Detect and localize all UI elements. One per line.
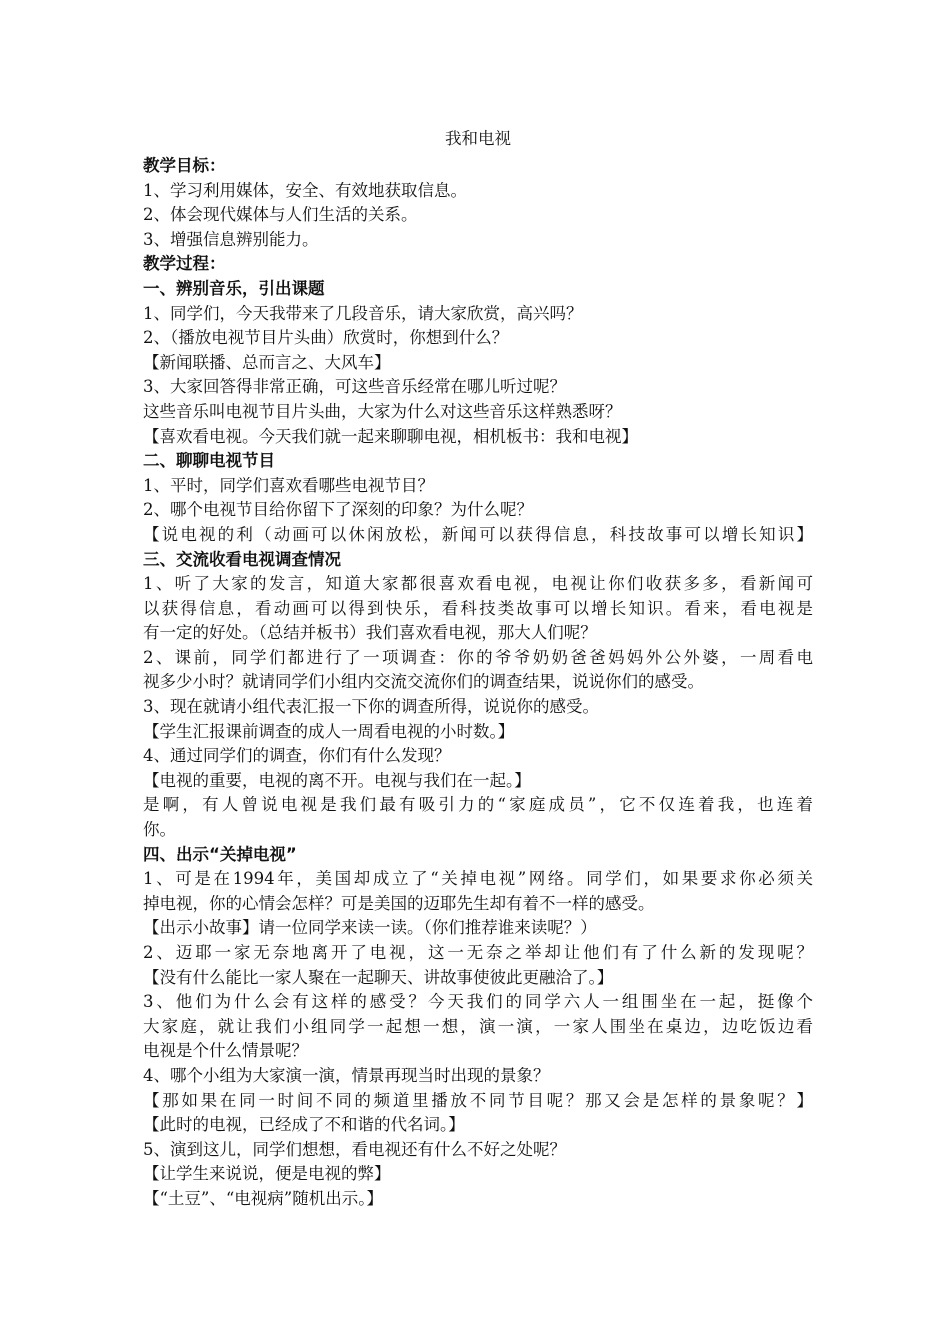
- text-line: 【那如果在同一时间不同的频道里播放不同节目呢？那又会是怎样的景象呢？】: [143, 1090, 813, 1110]
- text-line: 掉电视，你的心情会怎样？可是美国的迈耶先生却有着不一样的感受。: [143, 893, 655, 913]
- text-line: 1、听了大家的发言，知道大家都很喜欢看电视，电视让你们收获多多，看新闻可: [143, 574, 813, 594]
- text-line: 这些音乐叫电视节目片头曲，大家为什么对这些音乐这样熟悉呀？: [143, 401, 622, 421]
- text-line: 3、他们为什么会有这样的感受？今天我们的同学六人一组围坐在一起，挺像个: [143, 992, 813, 1012]
- text-line: 1、同学们，今天我带来了几段音乐，请大家欣赏，高兴吗？: [143, 303, 583, 323]
- section-heading: 教学过程：: [143, 254, 226, 274]
- text-line: 【此时的电视，已经成了不和谐的代名词。】: [143, 1115, 465, 1135]
- text-line: 电视是个什么情景呢？: [143, 1041, 308, 1061]
- text-line: 3、增强信息辨别能力。: [143, 229, 319, 249]
- text-line: 【新闻联播、总而言之、大风车】: [143, 352, 391, 372]
- section-heading: 一、辨别音乐，引出课题: [143, 278, 325, 298]
- section-heading: 二、聊聊电视节目: [143, 451, 275, 471]
- text-line: 3、现在就请小组代表汇报一下你的调查所得，说说你的感受。: [143, 697, 599, 717]
- text-line: 5、演到这儿，同学们想想，看电视还有什么不好之处呢？: [143, 1139, 566, 1159]
- text-line: 以获得信息，看动画可以得到快乐，看科技类故事可以增长知识。看来，看电视是: [143, 598, 813, 618]
- text-line: 2、迈耶一家无奈地离开了电视，这一无奈之举却让他们有了什么新的发现呢？: [143, 943, 813, 962]
- text-line: 2、哪个电视节目给你留下了深刻的印象？为什么呢？: [143, 500, 533, 520]
- text-line: 【让学生来说说，便是电视的弊】: [143, 1164, 391, 1184]
- text-line: 【出示小故事】请一位同学来读一读。（你们推荐谁来读呢？）: [143, 918, 597, 938]
- text-line: 1、可是在1994年，美国却成立了“关掉电视”网络。同学们，如果要求你必须关: [143, 869, 813, 889]
- document-body: [143, 123, 813, 1212]
- text-line: 2、课前，同学们都进行了一项调查：你的爷爷奶奶爸爸妈妈外公外婆，一周看电: [143, 647, 813, 667]
- text-line: 【说电视的利（动画可以休闲放松，新闻可以获得信息，科技故事可以增长知识】: [143, 524, 813, 544]
- text-line: 4、哪个小组为大家演一演，情景再现当时出现的景象？: [143, 1065, 550, 1085]
- text-line: 【“土豆”、“电视病”随机出示。】: [143, 1188, 383, 1208]
- text-line: 4、通过同学们的调查，你们有什么发现？: [143, 746, 451, 766]
- text-line: 2、（播放电视节目片头曲）欣赏时，你想到什么？: [143, 328, 509, 348]
- text-line: 1、学习利用媒体，安全、有效地获取信息。: [143, 180, 467, 200]
- section-heading: 教学目标：: [143, 156, 226, 175]
- text-line: 你。: [143, 820, 176, 840]
- text-line: 【没有什么能比一家人聚在一起聊天、讲故事使彼此更融洽了。】: [143, 967, 614, 987]
- text-line: 视多少小时？就请同学们小组内交流交流你们的调查结果，说说你们的感受。: [143, 672, 704, 692]
- text-line: 【电视的重要，电视的离不开。电视与我们在一起。】: [143, 770, 531, 790]
- text-line: 1、平时，同学们喜欢看哪些电视节目？: [143, 475, 434, 495]
- section-heading: 三、交流收看电视调查情况: [143, 549, 341, 569]
- document-title: 我和电视: [445, 129, 511, 148]
- document-lines: [143, 154, 813, 1212]
- text-line: 【喜欢看电视。今天我们就一起来聊聊电视，相机板书：我和电视】: [143, 426, 638, 446]
- text-line: 大家庭，就让我们小组同学一起想一想，演一演，一家人围坐在桌边，边吃饭边看: [143, 1016, 813, 1036]
- text-line: 【学生汇报课前调查的成人一周看电视的小时数。】: [143, 721, 515, 741]
- section-heading: 四、出示“关掉电视”: [143, 844, 297, 864]
- text-line: 2、体会现代媒体与人们生活的关系。: [143, 205, 418, 225]
- text-line: 3、大家回答得非常正确，可这些音乐经常在哪儿听过呢？: [143, 377, 566, 397]
- text-line: 有一定的好处。（总结并板书）我们喜欢看电视，那大人们呢？: [143, 623, 597, 643]
- text-line: 是啊，有人曾说电视是我们最有吸引力的“家庭成员”，它不仅连着我，也连着: [143, 795, 813, 815]
